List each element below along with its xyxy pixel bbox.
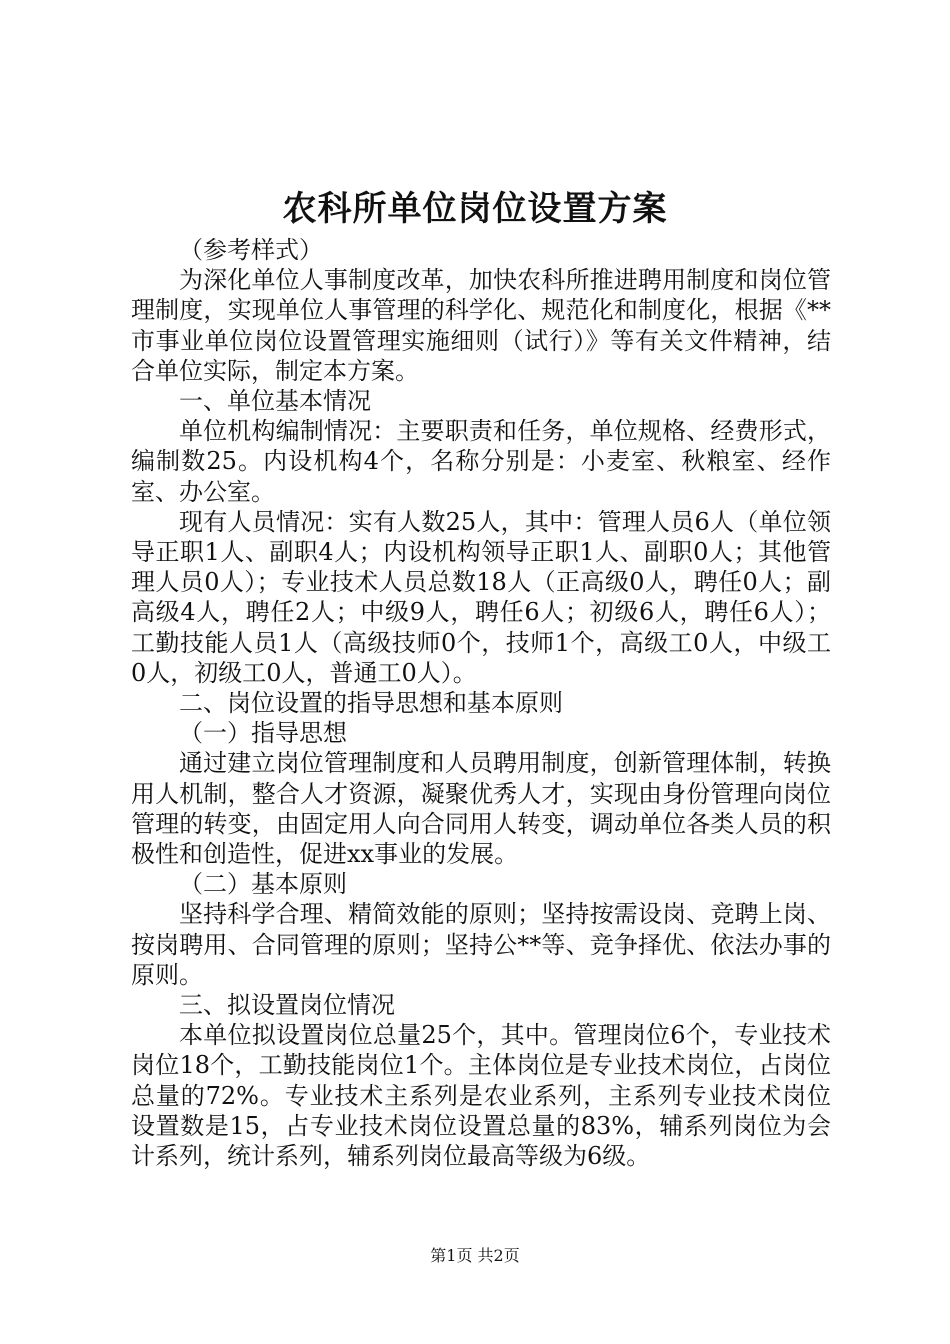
section-heading-positions: 三、拟设置岗位情况	[179, 991, 395, 1020]
document-title: 农科所单位岗位设置方案	[282, 189, 668, 229]
subheading-guiding-thought: （一）指导思想	[179, 719, 347, 748]
paragraph-staff: 现有人员情况：实有人数25人，其中：管理人员6人（单位领导正职1人、副职4人；内设机构领导正职1人、副职0人；其他管理人员0人）；专业技术人员总数18人（正高级0人，聘任0人；副高级4人，聘任2人；中级9人，聘任6人；初级6人，聘任6人）；工勤技能人员1人（高级技师0个，技师1个，高级工0人，中级工0人，初级工0人，普通工0人）。	[131, 507, 831, 687]
section-heading-basic-info: 一、单位基本情况	[179, 387, 371, 416]
page-number: 第1页 共2页	[430, 1246, 520, 1265]
paragraph-positions: 本单位拟设置岗位总量25个，其中。管理岗位6个，专业技术岗位18个，工勤技能岗位1个。主体岗位是专业技术岗位，占岗位总量的72%。专业技术主系列是农业系列，主系列专业技术岗位设置数是15，占专业技术岗位设置总量的83%，辅系列岗位为会计系列，统计系列，辅系列岗位最高等级为6级。	[131, 1021, 831, 1171]
document-body	[131, 235, 831, 1171]
paragraph-reference-style: （参考样式）	[179, 236, 323, 264]
paragraph-organization: 单位机构编制情况：主要职责和任务，单位规格、经费形式，编制数25。内设机构4个，名称分别是：小麦室、秋粮室、经作室、办公室。	[131, 417, 831, 506]
paragraph-basic-principles: 坚持科学合理、精简效能的原则；坚持按需设岗、竞聘上岗、按岗聘用、合同管理的原则；坚持公**等、竞争择优、依法办事的原则。	[131, 900, 831, 989]
paragraph-guiding-thought: 通过建立岗位管理制度和人员聘用制度，创新管理体制，转换用人机制，整合人才资源，凝聚优秀人才，实现由身份管理向岗位管理的转变，由固定用人向合同用人转变，调动单位各类人员的积极性和创造性，促进xx事业的发展。	[131, 749, 831, 869]
subheading-basic-principles: （二）基本原则	[179, 870, 347, 899]
section-heading-principles: 二、岗位设置的指导思想和基本原则	[179, 689, 563, 718]
paragraph-intro: 为深化单位人事制度改革，加快农科所推进聘用制度和岗位管理制度，实现单位人事管理的科学化、规范化和制度化，根据《**市事业单位岗位设置管理实施细则（试行）》等有关文件精神，结合单位实际，制定本方案。	[131, 266, 831, 385]
